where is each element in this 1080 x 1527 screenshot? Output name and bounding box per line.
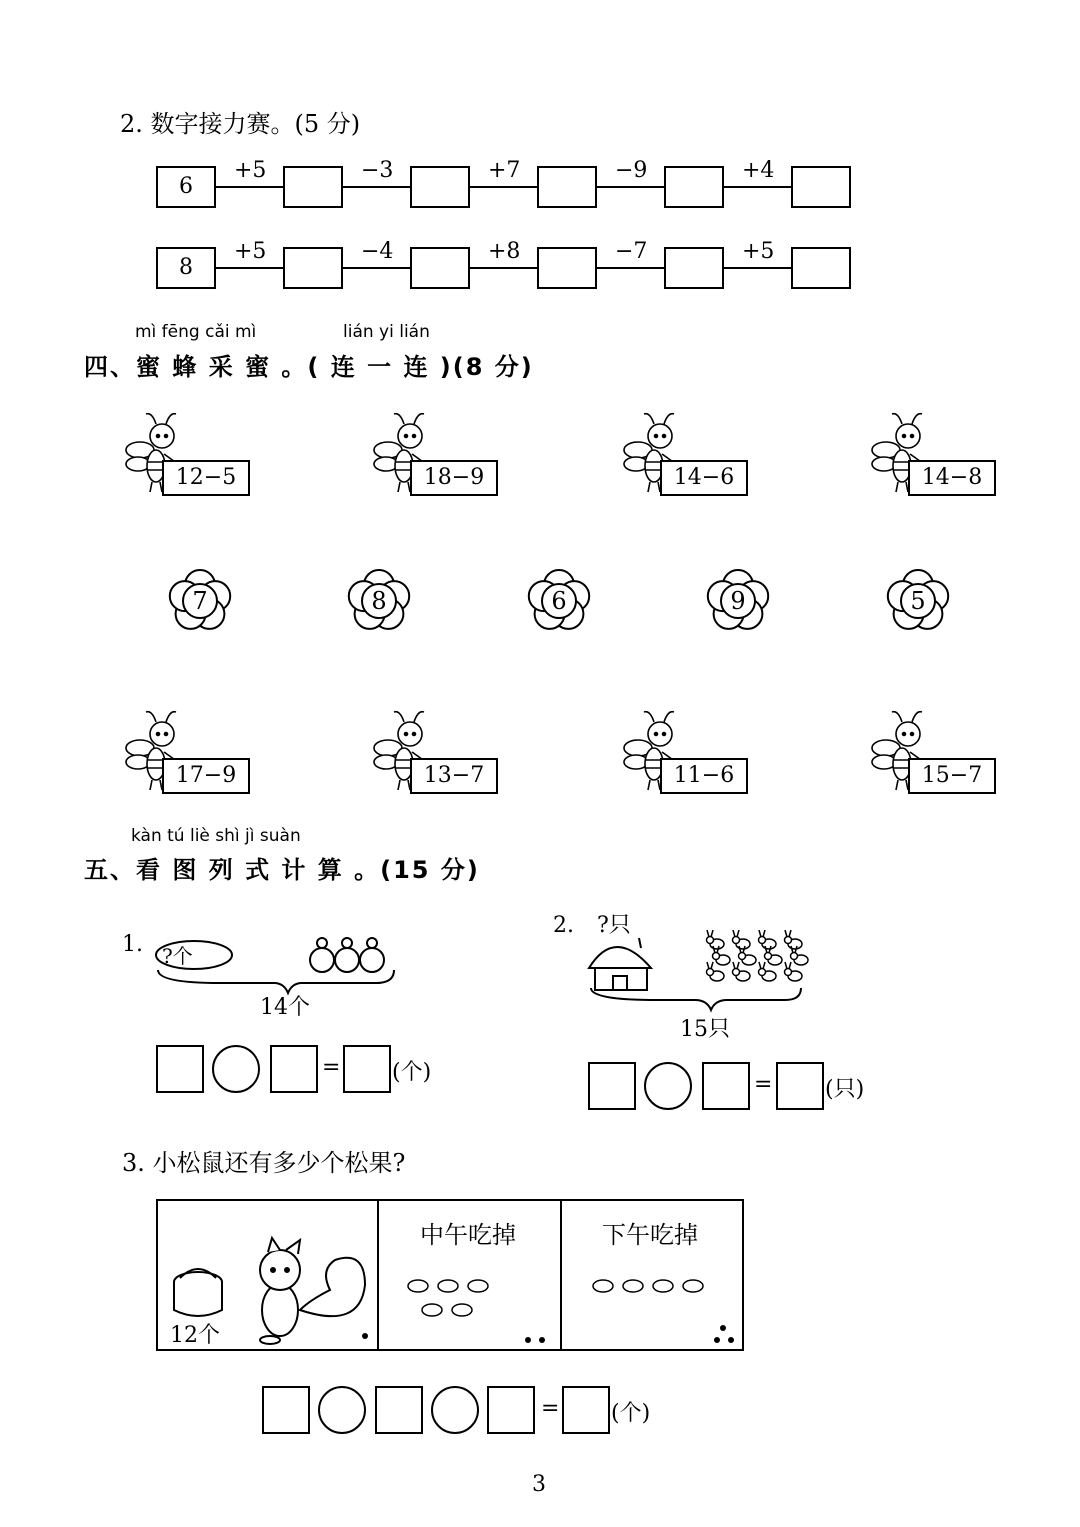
relay-connector bbox=[470, 267, 537, 269]
afternoon-pinecones bbox=[583, 1270, 743, 1346]
flower-target[interactable] bbox=[883, 566, 953, 636]
flower-target[interactable] bbox=[165, 566, 235, 636]
relay-answer-box[interactable] bbox=[664, 166, 724, 208]
squirrel-icon bbox=[260, 1238, 365, 1344]
answer-box[interactable] bbox=[343, 1045, 391, 1093]
bee-card[interactable] bbox=[868, 408, 1008, 504]
relay-answer-box[interactable] bbox=[664, 247, 724, 289]
relay-operation: +7 bbox=[488, 158, 521, 183]
operator-circle[interactable] bbox=[431, 1386, 479, 1434]
bee-expression: 15−7 bbox=[908, 758, 996, 794]
answer-box[interactable] bbox=[562, 1386, 610, 1434]
section5-title: 五、看 图 列 式 计 算 。(15 分) bbox=[84, 856, 480, 884]
flower-target[interactable] bbox=[344, 566, 414, 636]
equals-sign: = bbox=[322, 1055, 341, 1080]
answer-box[interactable] bbox=[262, 1386, 310, 1434]
bee-expression: 17−9 bbox=[162, 758, 250, 794]
answer-box[interactable] bbox=[487, 1386, 535, 1434]
relay-answer-box[interactable] bbox=[410, 247, 470, 289]
relay-title: 2. 数字接力赛。(5 分) bbox=[120, 110, 361, 138]
bee-card[interactable] bbox=[620, 706, 760, 802]
relay-operation: −4 bbox=[361, 239, 394, 264]
basket-count: 12个 bbox=[170, 1323, 220, 1348]
table-divider bbox=[377, 1199, 379, 1351]
problem1-number: 1. bbox=[122, 932, 143, 957]
bee-card[interactable] bbox=[620, 408, 760, 504]
section4-pinyin-2: lián yi lián bbox=[343, 322, 430, 342]
operator-circle[interactable] bbox=[644, 1062, 692, 1110]
relay-answer-box[interactable] bbox=[283, 247, 343, 289]
relay-answer-box[interactable] bbox=[791, 166, 851, 208]
problem1-total: 14个 bbox=[260, 995, 310, 1020]
answer-box[interactable] bbox=[375, 1386, 423, 1434]
flower-number: 5 bbox=[910, 587, 926, 615]
flower-number: 6 bbox=[551, 587, 567, 615]
relay-operation: −9 bbox=[615, 158, 648, 183]
basket-icon bbox=[174, 1269, 222, 1316]
relay-connector bbox=[724, 267, 791, 269]
plate-label: ?个 bbox=[162, 944, 193, 968]
operator-circle[interactable] bbox=[212, 1045, 260, 1093]
relay-answer-box[interactable] bbox=[537, 247, 597, 289]
relay-operation: −3 bbox=[361, 158, 394, 183]
unit-label: (只) bbox=[825, 1077, 865, 1102]
flower-target[interactable] bbox=[524, 566, 594, 636]
problem2-illustration bbox=[585, 930, 835, 1020]
relay-answer-box[interactable] bbox=[283, 166, 343, 208]
section4-title: 四、蜜 蜂 采 蜜 。( 连 一 连 )(8 分) bbox=[84, 353, 534, 381]
relay-connector bbox=[724, 186, 791, 188]
problem2-total: 15只 bbox=[680, 1017, 730, 1042]
relay-operation: +5 bbox=[234, 158, 267, 183]
relay-answer-box[interactable] bbox=[791, 247, 851, 289]
bee-card[interactable] bbox=[370, 408, 510, 504]
equals-sign: = bbox=[754, 1072, 773, 1097]
relay-start-box: 8 bbox=[156, 247, 216, 289]
relay-operation: +5 bbox=[742, 239, 775, 264]
equals-sign: = bbox=[541, 1396, 560, 1421]
bee-expression: 13−7 bbox=[410, 758, 498, 794]
rabbit-icons bbox=[707, 930, 809, 981]
relay-connector bbox=[597, 186, 664, 188]
relay-connector bbox=[470, 186, 537, 188]
relay-answer-box[interactable] bbox=[410, 166, 470, 208]
answer-box[interactable] bbox=[702, 1062, 750, 1110]
problem2-unknown: ?只 bbox=[597, 913, 631, 938]
flower-target[interactable] bbox=[703, 566, 773, 636]
relay-operation: −7 bbox=[615, 239, 648, 264]
unit-label: (个) bbox=[611, 1401, 651, 1426]
relay-operation: +8 bbox=[488, 239, 521, 264]
relay-operation: +4 bbox=[742, 158, 775, 183]
dot-marker bbox=[362, 1333, 368, 1339]
table-divider bbox=[560, 1199, 562, 1351]
problem2-number: 2. bbox=[553, 913, 574, 938]
relay-connector bbox=[216, 267, 283, 269]
answer-box[interactable] bbox=[588, 1062, 636, 1110]
bee-card[interactable] bbox=[868, 706, 1008, 802]
relay-answer-box[interactable] bbox=[537, 166, 597, 208]
bee-card[interactable] bbox=[122, 706, 262, 802]
answer-box[interactable] bbox=[156, 1045, 204, 1093]
answer-box[interactable] bbox=[776, 1062, 824, 1110]
page-number: 3 bbox=[532, 1472, 546, 1497]
brace-icon bbox=[591, 988, 801, 1010]
pinecone-icons bbox=[593, 1280, 703, 1292]
unit-label: (个) bbox=[392, 1060, 432, 1085]
pinecone-icons bbox=[408, 1280, 488, 1316]
flower-number: 8 bbox=[371, 587, 387, 615]
relay-connector bbox=[597, 267, 664, 269]
bee-expression: 12−5 bbox=[162, 460, 250, 496]
apple-icons bbox=[310, 938, 384, 972]
noon-eaten-label: 中午吃掉 bbox=[420, 1221, 516, 1249]
relay-connector bbox=[343, 267, 410, 269]
afternoon-eaten-label: 下午吃掉 bbox=[602, 1221, 698, 1249]
bee-expression: 18−9 bbox=[410, 460, 498, 496]
flower-number: 9 bbox=[730, 587, 746, 615]
relay-connector bbox=[343, 186, 410, 188]
problem3-title: 3. 小松鼠还有多少个松果? bbox=[122, 1149, 406, 1177]
noon-pinecones bbox=[400, 1270, 560, 1346]
relay-operation: +5 bbox=[234, 239, 267, 264]
relay-connector bbox=[216, 186, 283, 188]
operator-circle[interactable] bbox=[318, 1386, 366, 1434]
section5-pinyin: kàn tú liè shì jì suàn bbox=[131, 826, 301, 846]
relay-start-box: 6 bbox=[156, 166, 216, 208]
section4-pinyin-1: mì fēng cǎi mì bbox=[135, 322, 257, 342]
answer-box[interactable] bbox=[270, 1045, 318, 1093]
bee-card[interactable] bbox=[370, 706, 510, 802]
mushroom-house-icon bbox=[589, 938, 651, 990]
bee-expression: 14−8 bbox=[908, 460, 996, 496]
bee-card[interactable] bbox=[122, 408, 262, 504]
flower-number: 7 bbox=[192, 587, 208, 615]
bee-expression: 14−6 bbox=[660, 460, 748, 496]
bee-expression: 11−6 bbox=[660, 758, 748, 794]
